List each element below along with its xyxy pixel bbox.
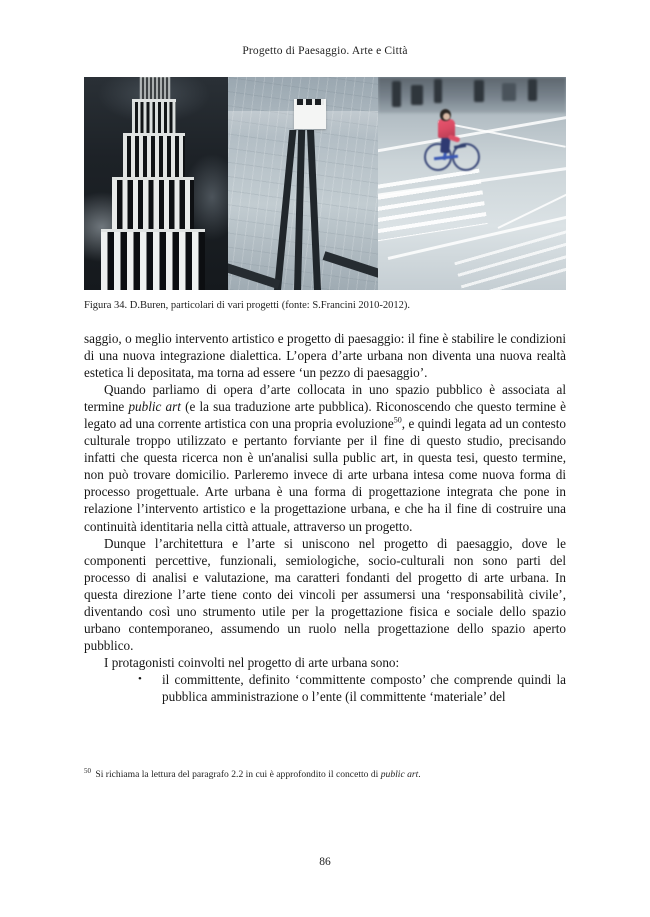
footnote-50 xyxy=(84,768,566,781)
footnote-marker-50: 50 xyxy=(393,415,402,425)
term-public-art: public art xyxy=(128,399,181,415)
footnote-number: 50 xyxy=(84,766,91,775)
white-bollard xyxy=(294,99,326,129)
background-pedestrian-2 xyxy=(411,85,423,105)
paragraph-2-part-1: Quando parliamo di opera d’arte collocata in uno spazio pubblico è associata al termine xyxy=(84,382,566,415)
background-pedestrian-5 xyxy=(502,83,516,101)
paragraph-2-part-3: , e quindi legata ad un contesto culturale troppo utilizzato e pertanto forviante per il fine di questo studio, precisando infatti che questa ricerca non è un'analisi sulla public art, in questa tesi, questo termine, non può trovare domicilio. Parleremo invece di arte urbana intesa come nuova forma di processo progettuale. Arte urbana è una forma di progettazione integrata che pone in relazione l’intervento artistico e la progettazione urbana, e che ha il fine di costruire una continuità identitaria nella città attuale, attraverso un progetto. xyxy=(84,416,566,534)
footnote-text-part-1: Si richiama la lettura del paragrafo 2.2 in cui è approfondito il concetto di xyxy=(93,769,381,780)
cyclist-face xyxy=(443,113,450,120)
figure-image xyxy=(84,77,566,290)
background-pedestrian-1 xyxy=(392,81,401,107)
column-tier-4 xyxy=(132,102,176,136)
paragraph-2-part-2: (e la sua traduzione arte pubblica). Riconoscendo che questo termine è legato ad una corrente artistica con una propria evoluzione xyxy=(84,399,566,432)
bullet-list xyxy=(84,671,566,705)
column-tier-2 xyxy=(112,180,194,232)
paragraph-3: Dunque l’architettura e l’arte si uniscono nel progetto di paesaggio, dove le componenti percettive, funzionali, semiologiche, socio-culturali non sono parti del processo di analisi e valutazione, ma caratteri fondanti del progetto di arte urbana. In questa direzione l’arte tiene conto dei vincoli per assumersi una ‘responsabilità civile’, diventando così uno strumento utile per la progettazione fisica e sociale dello spazio urbano contemporaneo, assumendo un ruolo nella progettazione dello spazio aperto pubblico. xyxy=(84,535,566,653)
background-pedestrian-4 xyxy=(474,80,484,102)
background-pedestrian-6 xyxy=(528,79,537,101)
background-pedestrian-3 xyxy=(434,79,442,103)
column-tier-3 xyxy=(123,136,185,180)
figure-34 xyxy=(84,77,566,313)
list-item: • il committente, definito ‘committente composto’ che comprende quindi la pubblica amministrazione o l’ente (il committente ‘materiale’ del xyxy=(84,671,566,705)
paragraph-1: saggio, o meglio intervento artistico e progetto di paesaggio: il fine è stabilire le condizioni di una nuova integrazione dialettica. L’opera d’arte urbana non diventa una nuova realtà estetica li depositata, ma torna ad essere ‘un pezzo di paesaggio’. xyxy=(84,331,566,381)
figure-panel-bollard-with-stripes xyxy=(228,77,378,290)
running-head: Progetto di Paesaggio. Arte e Città xyxy=(242,45,408,57)
zebra-crossing-upper xyxy=(378,169,488,242)
body-text xyxy=(84,330,566,705)
footnote-term-public-art: public art xyxy=(380,769,419,780)
paragraph-4: I protagonisti coinvolti nel progetto di arte urbana sono: xyxy=(104,654,400,670)
figure-panel-striped-tiered-column xyxy=(84,77,228,290)
column-tier-1 xyxy=(101,232,205,290)
child-cyclist xyxy=(424,105,480,171)
page-number: 86 xyxy=(319,856,331,868)
paragraph-2 xyxy=(84,381,566,534)
figure-caption: Figura 34. D.Buren, particolari di vari progetti (fonte: S.Francini 2010-2012). xyxy=(84,300,411,311)
footnote-text-part-2: . xyxy=(418,769,421,780)
road-marking-5 xyxy=(498,179,566,229)
figure-panel-child-cyclist-crossing xyxy=(378,77,566,290)
